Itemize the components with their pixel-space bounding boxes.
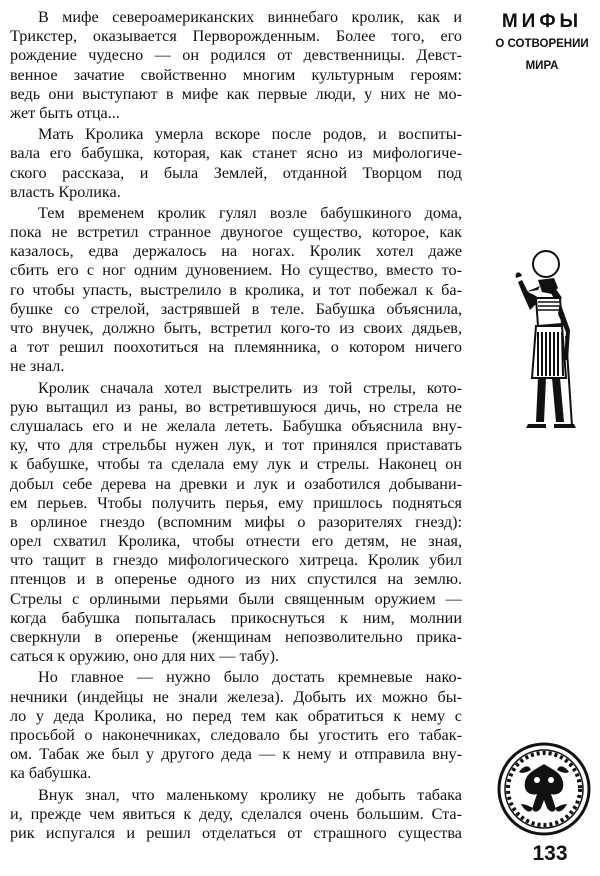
text-line: ка бабушка. xyxy=(10,764,92,783)
text-line: к бабушке, чтобы та сделала ему лук и стрелы. Наконец он xyxy=(10,455,462,474)
text-line: Трикстер, оказывается Перворожденным. Более того, его xyxy=(10,27,462,46)
text-line: ку, что для стрельбы нужен лук, и тот принялся приставать xyxy=(10,436,462,455)
paragraph xyxy=(10,8,462,123)
text-line: в орлиное гнездо (вспомним мифы о разорителях гнезд): xyxy=(10,512,462,531)
text-line: когда бабушка попыталась прикоснуться к ним, молнии xyxy=(10,608,462,627)
text-line: Кролик сначала хотел выстрелить из той стрелы, кото- xyxy=(38,378,462,397)
text-line: Стрелы с орлиными перьями были священным оружием — xyxy=(10,589,462,608)
text-column xyxy=(10,8,462,843)
text-line: бушке со стрелой, застрявшей в теле. Бабушка объяснила, xyxy=(10,299,462,318)
text-line: жет быть отца... xyxy=(10,103,120,122)
text-line: Но главное — нужно было достать кремневые нако- xyxy=(38,668,462,687)
text-line: Внук знал, что маленькому кролику не добыть табака xyxy=(38,785,462,804)
running-header-title: МИФЫ xyxy=(501,11,583,32)
text-line: казалось, едва держалось на ногах. Кролик хотел даже xyxy=(10,242,462,261)
text-line: го чтобы упасть, выстрелило в кролика, и тот побежал к ба- xyxy=(10,280,462,299)
text-line: и, прежде чем явиться к деду, сделался очень большим. Ста- xyxy=(10,804,462,823)
text-line: сверкнули в оперенье (женщинам непозволительно прика- xyxy=(10,628,462,646)
running-header-subtitle-2: МИРА xyxy=(525,60,559,72)
text-line: рождение чудесно — он родился от девственницы. Девст- xyxy=(10,46,462,65)
paragraph xyxy=(10,786,462,844)
text-line: пока не встретил странное двуногое существо, которое, как xyxy=(10,223,462,242)
text-line: ло у деда Кролика, но перед тем как обратиться к нему с xyxy=(10,706,462,725)
ornamental-medallion xyxy=(497,742,591,836)
text-line: сбить его с ног одним дуновением. Но существо, вместо то- xyxy=(10,261,462,280)
text-line: саться к оружию, оно для них — табу). xyxy=(10,647,280,666)
running-header-subtitle: О СОТВОРЕНИИ xyxy=(495,38,589,50)
page-number: 133 xyxy=(532,842,568,865)
text-line: ом. Табак же был у другого деда — к нему и отправила вну- xyxy=(10,745,462,764)
text-line: Тем временем кролик гулял возле бабушкиного дома, xyxy=(38,203,462,222)
text-line: венное зачатие свойственно многим культурным героям: xyxy=(10,65,462,84)
paragraph xyxy=(10,379,462,667)
text-line: слушалась его и не желала лететь. Бабушка объяснила вну- xyxy=(10,416,462,435)
paragraph xyxy=(10,204,462,377)
text-line: добыл себе дерева на древки и лук и озаботился добывани- xyxy=(10,474,462,493)
running-header xyxy=(490,10,594,74)
paragraph xyxy=(10,668,462,783)
text-line: птенцов и в оперенье одного из них спустился на землю. xyxy=(10,570,462,589)
text-line: ем перьев. Чтобы получить перья, ему пришлось подняться xyxy=(10,493,462,512)
text-line: что тащит в гнездо мифологического хитреца. Кролик убил xyxy=(10,551,462,570)
text-line: нечники (индейцы не знали железа). Добыть их можно бы- xyxy=(10,687,462,706)
egyptian-deity-illustration xyxy=(492,236,592,436)
text-line: В мифе североамериканских виннебаго кролик, как и xyxy=(38,8,462,26)
text-line: что внучек, должно быть, встретил кого-то из своих дядьев, xyxy=(10,319,462,337)
text-line: ведь они выступают в мифе как первые люди, у них не мо- xyxy=(10,84,462,103)
paragraph xyxy=(10,125,462,202)
text-line: власть Кролика. xyxy=(10,182,121,201)
text-line: рик испугался и решил отделаться от страшного существа xyxy=(10,823,462,842)
text-line: а тот решил поохотиться на племянника, о котором ничего xyxy=(10,338,462,357)
text-line: не знал. xyxy=(10,357,65,376)
text-line: вала его бабушка, которая, как станет ясно из мифологиче- xyxy=(10,144,462,163)
text-line: Мать Кролика умерла вскоре после родов, и воспиты- xyxy=(38,125,462,144)
text-line: рую вытащил из раны, во встретившуюся дичь, но стрела не xyxy=(10,397,462,416)
text-line: просьбой о наконечниках, следовало бы угостить его табак- xyxy=(10,725,462,744)
text-line: орел схватил Кролика, чтобы отнести его детям, не зная, xyxy=(10,532,462,551)
text-line: ского рассказа, и была Землей, отданной Творцом под xyxy=(10,163,462,182)
